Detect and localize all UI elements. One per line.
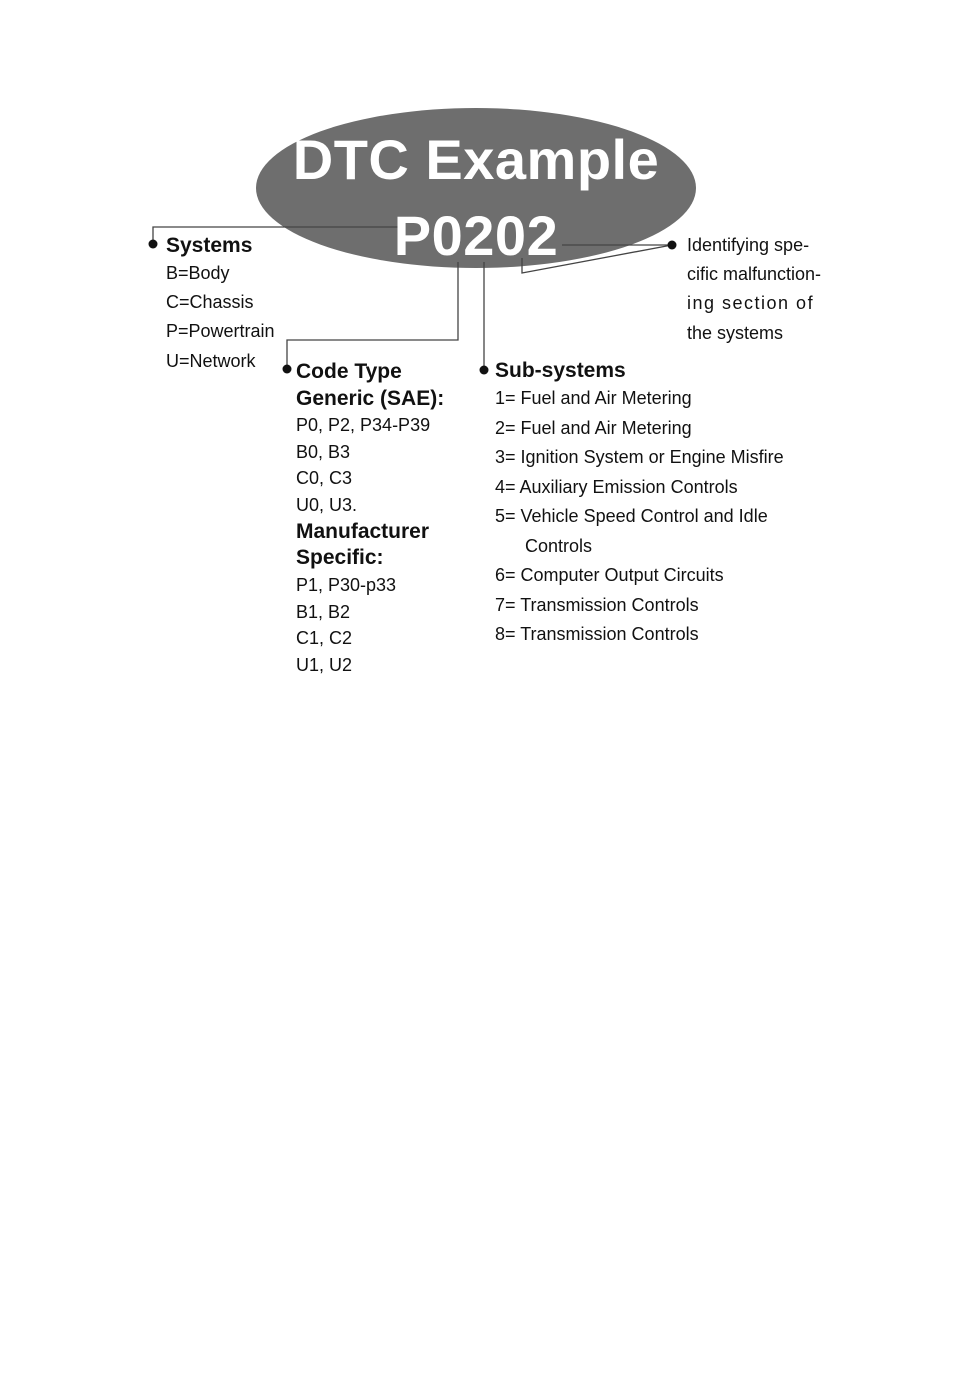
manufacturer-item: C1, C2 <box>296 628 353 649</box>
systems-item: B=Body <box>166 263 230 283</box>
sub-systems-item-continuation: Controls <box>525 535 593 556</box>
identifying-line: cific malfunction- <box>687 264 822 285</box>
manufacturer-item: B1, B2 <box>296 601 351 622</box>
generic-item: P0, P2, P34-P39 <box>296 415 431 435</box>
dtc-example-title <box>256 108 696 268</box>
manufacturer-heading-specific: Specific: <box>296 546 384 570</box>
systems-item: C=Chassis <box>166 292 254 313</box>
identifying-block <box>687 231 827 348</box>
manufacturer-item: P1, P30-p33 <box>296 574 397 595</box>
title-line-1: DTC Example <box>292 128 660 191</box>
systems-heading: Systems <box>166 234 253 257</box>
sub-systems-item: 6= Computer Output Circuits <box>495 565 724 585</box>
identifying-line: the systems <box>687 322 784 343</box>
identifying-line: ing section of <box>687 293 815 314</box>
sub-systems-item: 7= Transmission Controls <box>495 594 699 615</box>
code-type-heading: Code Type <box>296 360 402 383</box>
systems-item: P=Powertrain <box>166 321 275 342</box>
sub-systems-heading: Sub-systems <box>495 359 626 382</box>
systems-item: U=Network <box>166 350 256 371</box>
generic-item: U0, U3. <box>296 495 358 516</box>
generic-item: B0, B3 <box>296 441 351 462</box>
manufacturer-heading: Manufacturer <box>296 519 430 543</box>
sub-systems-item: 8= Transmission Controls <box>495 624 699 644</box>
manufacturer-item: U1, U2 <box>296 654 353 675</box>
code-type-connector <box>287 262 458 369</box>
sub-systems-item: 5= Vehicle Speed Control and Idle <box>495 506 768 526</box>
systems-block <box>166 233 275 376</box>
systems-dot <box>149 240 158 249</box>
title-code: P0202 <box>393 204 559 267</box>
sub-systems-block <box>495 358 784 650</box>
sub-systems-item: 3= Ignition System or Engine Misfire <box>495 447 784 467</box>
code-type-dot <box>283 365 292 374</box>
sub-systems-dot <box>480 366 489 375</box>
generic-item: C0, C3 <box>296 468 353 489</box>
code-type-block <box>296 359 444 679</box>
generic-heading: Generic (SAE): <box>296 386 445 410</box>
identifying-line: Identifying spe- <box>687 235 810 255</box>
sub-systems-item: 2= Fuel and Air Metering <box>495 417 692 438</box>
sub-systems-item: 1= Fuel and Air Metering <box>495 388 692 408</box>
sub-systems-item: 4= Auxiliary Emission Controls <box>495 476 738 497</box>
